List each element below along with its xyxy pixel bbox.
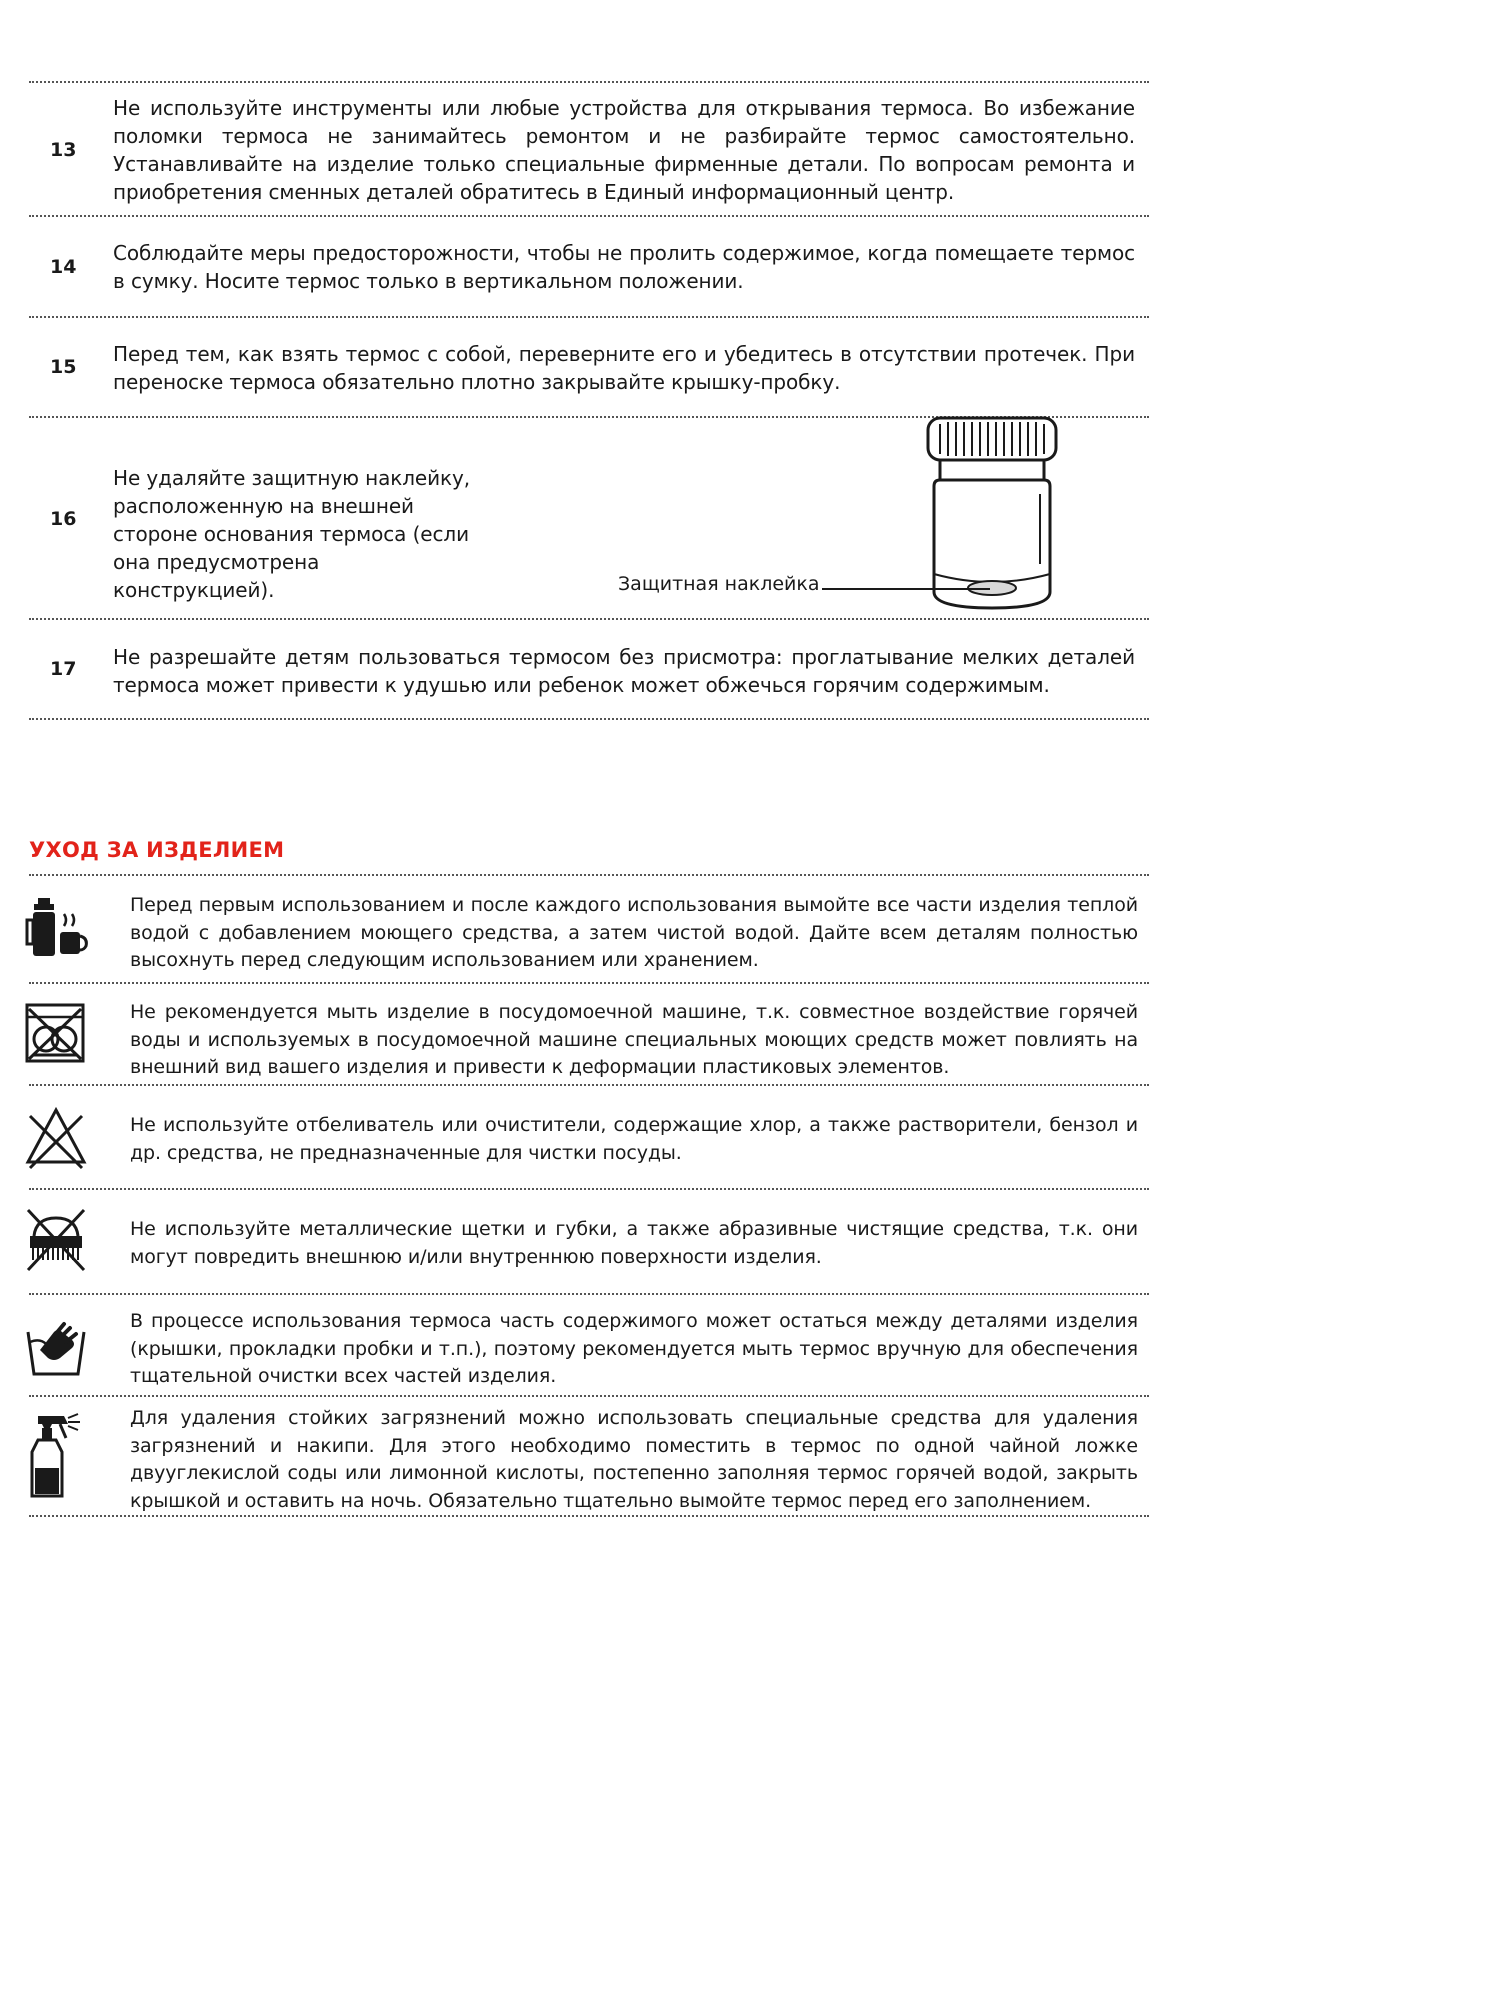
care-text: Не используйте отбеливатель или очистители, содержащие хлор, а также растворители, бензол и др. средства, не предназначенные для чистки посуды. (130, 1114, 1138, 1164)
item-text: Не используйте инструменты или любые устройства для открывания термоса. Во избежание поломки термоса не занимайтесь ремонтом и не разбирайте термос самостоятельно. Устанавливайте на изделие только специальные фирменные детали. По вопросам ремонта и приобретения сменных деталей обратитесь в Единый информационный центр. (113, 96, 1135, 204)
divider (29, 982, 1149, 984)
divider (29, 1293, 1149, 1295)
spray-bottle-icon (24, 1408, 88, 1504)
care-text: Для удаления стойких загрязнений можно использовать специальные средства для удаления загрязнений и накипи. Для этого необходимо поместить в термос по одной чайной ложке двууглекислой соды или лимонной кислоты, постепенно заполняя термос горячей водой, закрыть крышкой и оставить на ночь. Обязательно тщательно вымойте термос перед его заполнением. (130, 1407, 1138, 1512)
no-dishwasher-icon (24, 995, 88, 1067)
no-abrasive-brush-icon (24, 1202, 88, 1274)
divider (29, 1515, 1149, 1517)
sticker-caption: Защитная наклейка (618, 573, 820, 595)
section-title: УХОД ЗА ИЗДЕЛИЕМ (29, 838, 285, 862)
thermos-cup-icon (24, 890, 88, 962)
item-text: Не разрешайте детям пользоваться термосом без присмотра: проглатывание мелких деталей термоса может привести к удушью или ребенок может обжечься горячим содержимым. (113, 645, 1135, 697)
care-text: Не рекомендуется мыть изделие в посудомоечной машине, т.к. совместное воздействие горячей воды и используемых в посудомоечной машине специальных моющих средств может повлиять на внешний вид вашего изделия и привести к деформации пластиковых элементов. (130, 1001, 1138, 1078)
divider (29, 1084, 1149, 1086)
divider (29, 81, 1149, 83)
item-number: 14 (50, 256, 77, 278)
item-text: Не удаляйте защитную наклейку, расположенную на внешней стороне основания термоса (если она предусмотрена конструкцией). (113, 466, 471, 602)
item-number: 16 (50, 508, 77, 530)
divider (29, 718, 1149, 720)
divider (29, 215, 1149, 217)
care-text: Перед первым использованием и после каждого использования вымойте все части изделия теплой водой с добавлением моющего средства, а затем чистой водой. Дайте всем деталям полностью высохнуть перед следующим использованием или хранением. (130, 894, 1138, 971)
item-number: 15 (50, 356, 77, 378)
hand-wash-icon (24, 1310, 88, 1382)
item-number: 13 (50, 139, 77, 161)
divider (29, 316, 1149, 318)
care-text: В процессе использования термоса часть содержимого может остаться между деталями изделия (крышки, прокладки пробки и т.п.), поэтому рекомендуется мыть термос вручную для обеспечения тщательной очистки всех частей изделия. (130, 1310, 1138, 1387)
item-number: 17 (50, 658, 77, 680)
care-text: Не используйте металлические щетки и губки, а также абразивные чистящие средства, т.к. они могут повредить внешнюю и/или внутреннюю поверхности изделия. (130, 1218, 1138, 1268)
item-text: Перед тем, как взять термос с собой, переверните его и убедитесь в отсутствии протечек. При переноске термоса обязательно плотно закрывайте крышку-пробку. (113, 342, 1135, 394)
divider (29, 618, 1149, 620)
divider (29, 1395, 1149, 1397)
caption-leader-line (822, 588, 990, 590)
divider (29, 874, 1149, 876)
item-text: Соблюдайте меры предосторожности, чтобы не пролить содержимое, когда помещаете термос в сумку. Носите термос только в вертикальном положении. (113, 241, 1135, 293)
thermos-jar-icon (910, 414, 1070, 614)
divider (29, 1188, 1149, 1190)
no-bleach-icon (24, 1100, 88, 1172)
thermos-sticker-illustration (910, 414, 1070, 614)
